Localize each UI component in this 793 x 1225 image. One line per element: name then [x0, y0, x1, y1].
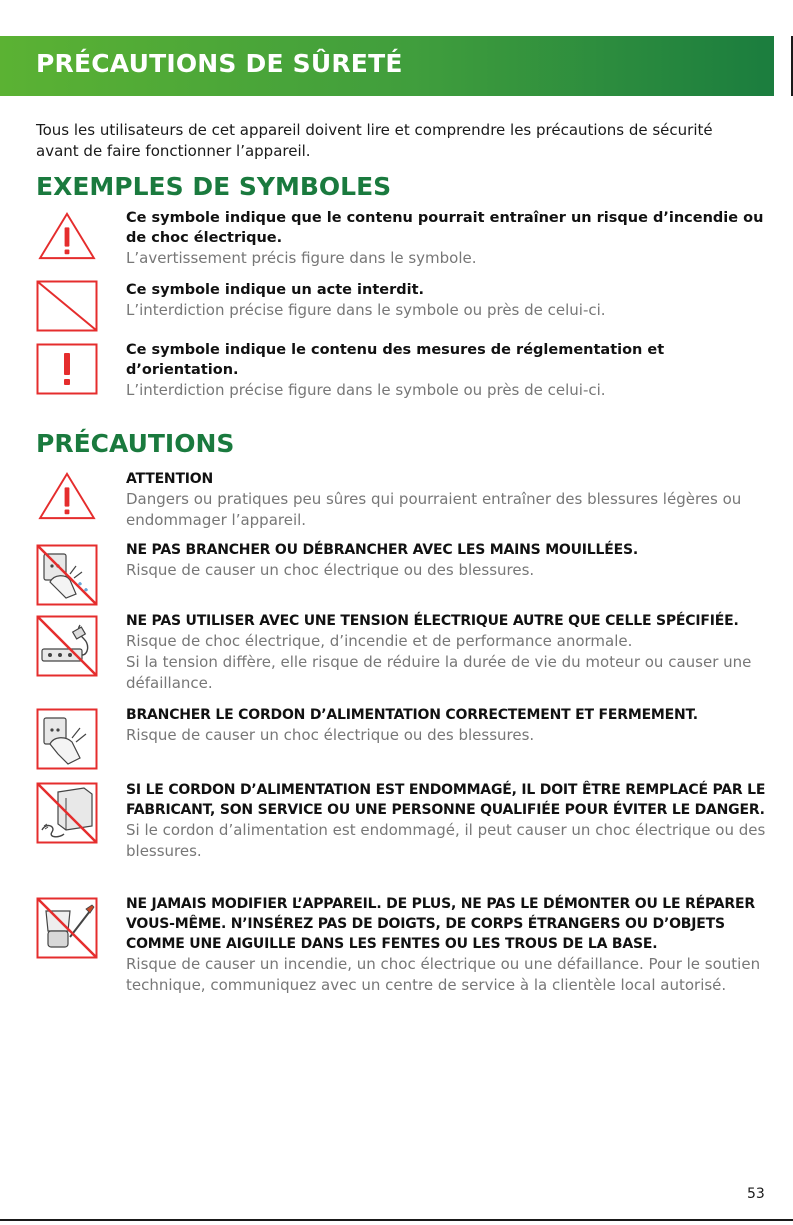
symbol-item-desc: L’avertissement précis figure dans le symbole. — [126, 249, 477, 267]
symbol-item-title: Ce symbole indique que le contenu pourrait entraîner un risque d’incendie ou de choc électrique. — [126, 210, 764, 246]
symbol-item-title: Ce symbole indique un acte interdit. — [126, 282, 425, 298]
precaution-item-desc: Dangers ou pratiques peu sûres qui pourraient entraîner des blessures légères ou endommager l’appareil. — [126, 490, 742, 529]
symbol-item-fire-shock — [36, 208, 764, 272]
intro-paragraph: Tous les utilisateurs de cet appareil doivent lire et comprendre les précautions de sécurité avant de faire fonctionner l’appareil. — [36, 121, 713, 160]
precaution-item-desc: Si le cordon d’alimentation est endommagé, il peut causer un choc électrique ou des blessures. — [126, 821, 766, 860]
precaution-item-attention — [36, 469, 761, 533]
precaution-item-title: BRANCHER LE CORDON D’ALIMENTATION CORRECTEMENT ET FERMEMENT. — [126, 707, 698, 723]
warning-triangle-icon — [36, 211, 98, 261]
precaution-item-damaged-cord — [36, 780, 766, 886]
disassemble-prohibited-icon — [36, 897, 98, 959]
precaution-item-desc: Risque de causer un choc électrique ou des blessures. — [126, 561, 535, 579]
symbol-item-mandatory — [36, 340, 761, 404]
precaution-item-title: NE JAMAIS MODIFIER L’APPAREIL. DE PLUS, NE PAS LE DÉMONTER OU LE RÉPARER VOUS-MÊME. N’INSÉREZ PAS DE DOIGTS, DE CORPS ÉTRANGERS OU D’OBJETS COMME UNE AIGUILLE DANS LES FENTES OU LES TROUS DE LA BASE. — [126, 896, 755, 952]
symbol-item-desc: L’interdiction précise figure dans le symbole ou près de celui-ci. — [126, 381, 606, 399]
symbol-item-desc: L’interdiction précise figure dans le symbole ou près de celui-ci. — [126, 301, 606, 319]
warning-triangle-icon — [36, 471, 98, 521]
plug-in-firmly-icon — [36, 708, 98, 770]
precaution-item-plug-firmly — [36, 705, 761, 769]
title-banner — [0, 36, 774, 96]
symbols-heading: EXEMPLES DE SYMBOLES — [36, 172, 392, 201]
symbol-item-title: Ce symbole indique le contenu des mesures de réglementation et d’orientation. — [126, 342, 665, 378]
precaution-item-desc-extra: Si la tension diffère, elle risque de réduire la durée de vie du moteur ou causer une défaillance. — [126, 653, 752, 692]
precaution-item-desc: Risque de choc électrique, d’incendie et de performance anormale. — [126, 632, 633, 650]
mandatory-exclamation-icon — [36, 343, 98, 395]
damaged-cord-prohibited-icon — [36, 782, 98, 844]
precaution-item-title: SI LE CORDON D’ALIMENTATION EST ENDOMMAGÉ, IL DOIT ÊTRE REMPLACÉ PAR LE FABRICANT, SON SERVICE OU UNE PERSONNE QUALIFIÉE POUR ÉVITER LE DANGER. — [126, 782, 766, 818]
page-title: PRÉCAUTIONS DE SÛRETÉ — [36, 49, 403, 78]
precaution-item-desc: Risque de causer un choc électrique ou des blessures. — [126, 726, 535, 744]
power-strip-prohibited-icon — [36, 615, 98, 677]
precaution-item-title: NE PAS BRANCHER OU DÉBRANCHER AVEC LES MAINS MOUILLÉES. — [126, 542, 638, 558]
precaution-item-voltage — [36, 611, 761, 697]
symbol-item-prohibited — [36, 280, 761, 336]
precaution-item-disassemble — [36, 894, 761, 1024]
wet-hands-plug-prohibited-icon — [36, 544, 98, 606]
precautions-heading: PRÉCAUTIONS — [36, 429, 235, 458]
precaution-item-wet-hands — [36, 540, 761, 604]
precaution-item-title: ATTENTION — [126, 471, 214, 487]
page-number: 53 — [747, 1186, 765, 1202]
prohibited-square-icon — [36, 280, 98, 332]
precaution-item-title: NE PAS UTILISER AVEC UNE TENSION ÉLECTRIQUE AUTRE QUE CELLE SPÉCIFIÉE. — [126, 613, 739, 629]
bottom-rule — [0, 1219, 793, 1221]
precaution-item-desc: Risque de causer un incendie, un choc électrique ou une défaillance. Pour le soutien technique, communiquez avec un centre de service à la clientèle local autorisé. — [126, 955, 761, 994]
